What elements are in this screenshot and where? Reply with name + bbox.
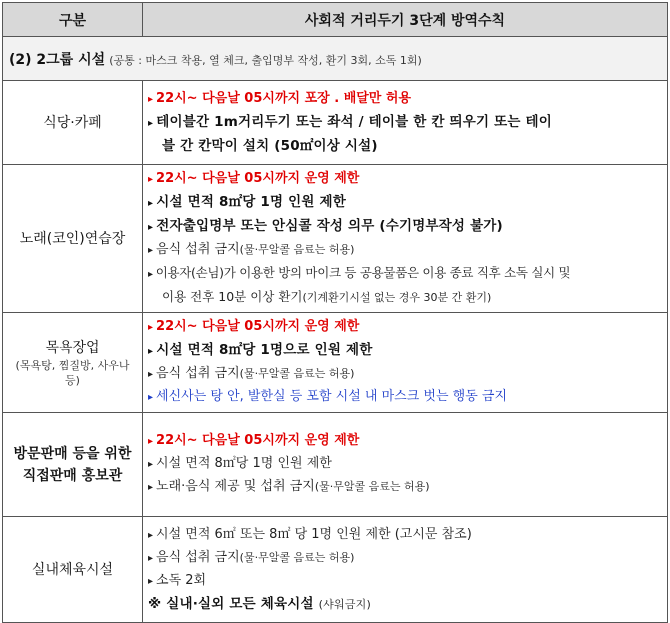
rule-item xyxy=(148,316,661,339)
rules-cell xyxy=(143,81,668,165)
bullet-icon: ▸ xyxy=(148,94,154,105)
rule-item xyxy=(148,191,661,215)
rule-item xyxy=(148,453,661,476)
table-row xyxy=(3,165,668,313)
rule-text: 22시~ 다음날 05시까지 운영 제한 xyxy=(156,319,360,334)
rule-item xyxy=(148,363,661,386)
rule-text: 22시~ 다음날 05시까지 운영 제한 xyxy=(156,171,360,186)
table-row xyxy=(3,313,668,413)
rule-item xyxy=(148,570,661,593)
header-category: 구분 xyxy=(3,3,143,37)
category-cell xyxy=(3,165,143,313)
rule-text: 소독 2회 xyxy=(156,572,207,588)
rule-item xyxy=(148,135,661,157)
rule-text: 테이블간 1m거리두기 또는 좌석 / 테이블 한 칸 띄우기 또는 테이 xyxy=(156,114,553,130)
bullet-icon: ▸ xyxy=(148,174,154,185)
bullet-icon: ▸ xyxy=(148,482,154,493)
group-row xyxy=(3,37,668,81)
bullet-icon: ▸ xyxy=(148,436,154,447)
rule-text: 노래·음식 제공 및 섭취 금지 xyxy=(156,479,315,494)
table-row xyxy=(3,517,668,623)
bullet-icon: ▸ xyxy=(148,529,154,541)
category-label: 노래(코인)연습장 xyxy=(19,230,126,247)
bullet-icon: ▸ xyxy=(148,245,154,256)
group-cell xyxy=(3,37,668,81)
bullet-icon: ▸ xyxy=(148,369,154,380)
category-label: 목욕장업 xyxy=(45,339,100,356)
bullet-icon: ▸ xyxy=(148,222,154,233)
bullet-icon: ▸ xyxy=(148,269,153,280)
rule-text: 세신사는 탕 안, 발한실 등 포함 시설 내 마스크 벗는 행동 금지 xyxy=(156,389,508,404)
rule-note: (샤워금지) xyxy=(318,597,371,611)
bullet-icon: ▸ xyxy=(148,552,154,564)
rule-note: (물·무알콜 음료는 허용) xyxy=(239,550,355,564)
rule-note: (물·무알콜 음료는 허용) xyxy=(314,480,430,493)
rule-text: 시설 면적 8㎡당 1명 인원 제한 xyxy=(156,456,332,471)
header-row xyxy=(3,3,668,37)
rule-item xyxy=(148,430,661,453)
group-note: (공통 : 마스크 착용, 열 체크, 출입명부 작성, 환기 3회, 소독 1회) xyxy=(109,53,422,67)
table-row xyxy=(3,81,668,165)
category-label: 실내체육시설 xyxy=(31,561,114,578)
header-rules: 사회적 거리두기 3단계 방역수칙 xyxy=(143,3,668,37)
rule-text: 22시~ 다음날 05시까지 운영 제한 xyxy=(156,433,360,448)
category-cell xyxy=(3,413,143,517)
rule-item xyxy=(148,111,661,135)
rule-item xyxy=(148,262,661,286)
rule-item xyxy=(148,547,661,570)
rule-text: 전자출입명부 또는 안심콜 작성 의무 (수기명부작성 불가) xyxy=(156,218,503,234)
rule-item xyxy=(148,339,661,363)
bullet-icon: ▸ xyxy=(148,459,154,470)
rule-text: 블 간 칸막이 설치 (50㎡이상 시설) xyxy=(162,138,378,154)
category-cell xyxy=(3,81,143,165)
group-title: (2) 2그룹 시설 xyxy=(9,51,106,68)
bullet-icon: ▸ xyxy=(148,198,154,209)
category-label: 식당·카페 xyxy=(43,114,102,131)
rule-text: ※ 실내·실외 모든 체육시설 xyxy=(148,595,314,612)
rule-item xyxy=(148,286,661,309)
rule-text: 22시~ 다음날 05시까지 포장 . 배달만 허용 xyxy=(156,91,412,106)
rule-text: 음식 섭취 금지 xyxy=(156,242,240,257)
rule-item xyxy=(148,215,661,239)
table-row xyxy=(3,413,668,517)
rule-text: 시설 면적 6㎡ 또는 8㎡ 당 1명 인원 제한 (고시문 참조) xyxy=(156,526,472,542)
category-label: 방문판매 등을 위한 직접판매 홍보관 xyxy=(13,445,132,484)
rule-item xyxy=(148,593,661,616)
rules-cell xyxy=(143,517,668,623)
category-cell xyxy=(3,517,143,623)
rule-item xyxy=(148,239,661,262)
rules-cell xyxy=(143,313,668,413)
bullet-icon: ▸ xyxy=(148,118,154,129)
rule-note: (기계환기시설 없는 경우 30분 간 환기) xyxy=(302,291,492,304)
rule-note: (물·무알콜 음료는 허용) xyxy=(239,367,355,380)
rule-item xyxy=(148,168,661,191)
rule-text: 시설 면적 8㎡당 1명 인원 제한 xyxy=(156,194,347,210)
rule-text: 음식 섭취 금지 xyxy=(156,366,240,381)
rules-cell xyxy=(143,413,668,517)
category-cell xyxy=(3,313,143,413)
bullet-icon: ▸ xyxy=(148,392,154,403)
rule-text: 음식 섭취 금지 xyxy=(156,549,240,565)
rule-item xyxy=(148,386,661,409)
quarantine-rules-table xyxy=(2,2,668,623)
rule-text: 이용 전후 10분 이상 환기 xyxy=(162,289,303,304)
rule-note: (물·무알콜 음료는 허용) xyxy=(239,243,355,256)
rule-text: 이용자(손님)가 이용한 방의 마이크 등 공용물품은 이용 종료 직후 소독 실시 및 xyxy=(155,265,571,280)
bullet-icon: ▸ xyxy=(148,322,154,333)
bullet-icon: ▸ xyxy=(148,575,154,587)
rule-item xyxy=(148,524,661,547)
category-sublabel: (목욕탕, 찜질방, 사우나 등) xyxy=(15,358,130,387)
rule-text: 시설 면적 8㎡당 1명으로 인원 제한 xyxy=(156,342,373,358)
rule-item xyxy=(148,88,661,111)
rules-cell xyxy=(143,165,668,313)
rule-item xyxy=(148,476,661,499)
bullet-icon: ▸ xyxy=(148,346,154,357)
